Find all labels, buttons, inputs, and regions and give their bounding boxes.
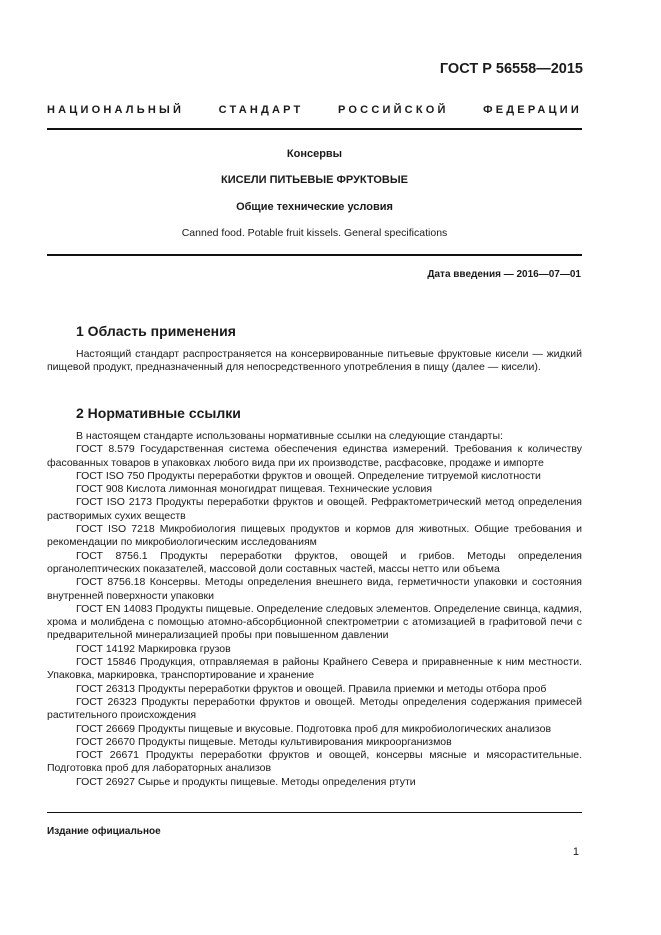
section-2-body bbox=[47, 430, 582, 789]
reference-item: ГОСТ ISO 7218 Микробиология пищевых продуктов и кормов для животных. Общие требования и рекомендации по микробиологическим исследованиям bbox=[47, 523, 582, 549]
english-title: Canned food. Potable fruit kissels. General specifications bbox=[181, 227, 448, 239]
reference-item: ГОСТ 14192 Маркировка грузов bbox=[76, 642, 231, 655]
document-kind: Консервы bbox=[286, 148, 343, 160]
reference-item: ГОСТ 26927 Сырье и продукты пищевые. Методы определения ртути bbox=[76, 775, 416, 788]
reference-item: ГОСТ EN 14083 Продукты пищевые. Определение следовых элементов. Определение свинца, кадмия, хрома и молибдена с помощью атомно-абсорбционной спектрометрии с атомизацией в графитовой печи с предварительной минерализацией пробы при повышенном давлении bbox=[47, 602, 582, 642]
edition-note: Издание официальное bbox=[47, 826, 161, 837]
introduction-date: Дата введения — 2016—07—01 bbox=[427, 269, 581, 280]
standard-name: КИСЕЛИ ПИТЬЕВЫЕ ФРУКТОВЫЕ bbox=[221, 174, 408, 186]
reference-item: ГОСТ 15846 Продукция, отправляемая в районы Крайнего Севера и приравненные к ним местности. Упаковка, маркировка, транспортирование и хранение bbox=[47, 656, 582, 682]
reference-item: ГОСТ 26323 Продукты переработки фруктов и овощей. Методы определения содержания примесей растительного происхождения bbox=[47, 695, 582, 722]
reference-item: ГОСТ ISO 2173 Продукты переработки фруктов и овощей. Рефрактометрический метод определения растворимых сухих веществ bbox=[47, 496, 582, 522]
reference-item: ГОСТ 26669 Продукты пищевые и вкусовые. Подготовка проб для микробиологических анализов bbox=[76, 722, 552, 735]
top-divider bbox=[47, 128, 582, 130]
reference-item: ГОСТ 8.579 Государственная система обеспечения единства измерений. Требования к количеству фасованных товаров в упаковках любого вида при их производстве, расфасовке, продаже и импорте bbox=[47, 443, 582, 469]
national-standard-title: НАЦИОНАЛЬНЫЙ СТАНДАРТ РОССИЙСКОЙ ФЕДЕРАЦИИ bbox=[47, 104, 582, 116]
section-2-heading: 2 Нормативные ссылки bbox=[76, 405, 241, 421]
title-divider bbox=[47, 254, 582, 256]
standard-subtitle: Общие технические условия bbox=[236, 201, 393, 213]
reference-item: ГОСТ 26313 Продукты переработки фруктов и овощей. Правила приемки и методы отбора проб bbox=[76, 682, 547, 695]
section-1-text: Настоящий стандарт распространяется на консервированные питьевые фруктовые кисели — жидкий пищевой продукт, предназначенный для непосредственного употребления в пищу (далее — кисели). bbox=[47, 348, 582, 374]
reference-item: ГОСТ 26670 Продукты пищевые. Методы культивирования микроорганизмов bbox=[76, 735, 452, 748]
section-1-body bbox=[47, 348, 582, 375]
reference-item: ГОСТ 8756.1 Продукты переработки фруктов, овощей и грибов. Методы определения органолептических показателей, массовой доли составных частей, массы нетто или объема bbox=[47, 549, 582, 575]
section-1-heading: 1 Область применения bbox=[76, 323, 236, 339]
footer-divider bbox=[47, 812, 582, 813]
gost-number: ГОСТ Р 56558—2015 bbox=[439, 61, 583, 77]
reference-item: ГОСТ 8756.18 Консервы. Методы определения внешнего вида, герметичности упаковки и состояния внутренней поверхности упаковки bbox=[47, 576, 582, 602]
reference-item: ГОСТ 26671 Продукты переработки фруктов и овощей, консервы мясные и мясорастительные. Подготовка проб для лабораторных анализов bbox=[47, 749, 582, 775]
reference-item: ГОСТ ISO 750 Продукты переработки фруктов и овощей. Определение титруемой кислотности bbox=[76, 469, 541, 482]
reference-item: ГОСТ 908 Кислота лимонная моногидрат пищевая. Технические условия bbox=[76, 483, 433, 496]
references-intro: В настоящем стандарте использованы нормативные ссылки на следующие стандарты: bbox=[76, 430, 503, 442]
page-number: 1 bbox=[572, 846, 579, 858]
